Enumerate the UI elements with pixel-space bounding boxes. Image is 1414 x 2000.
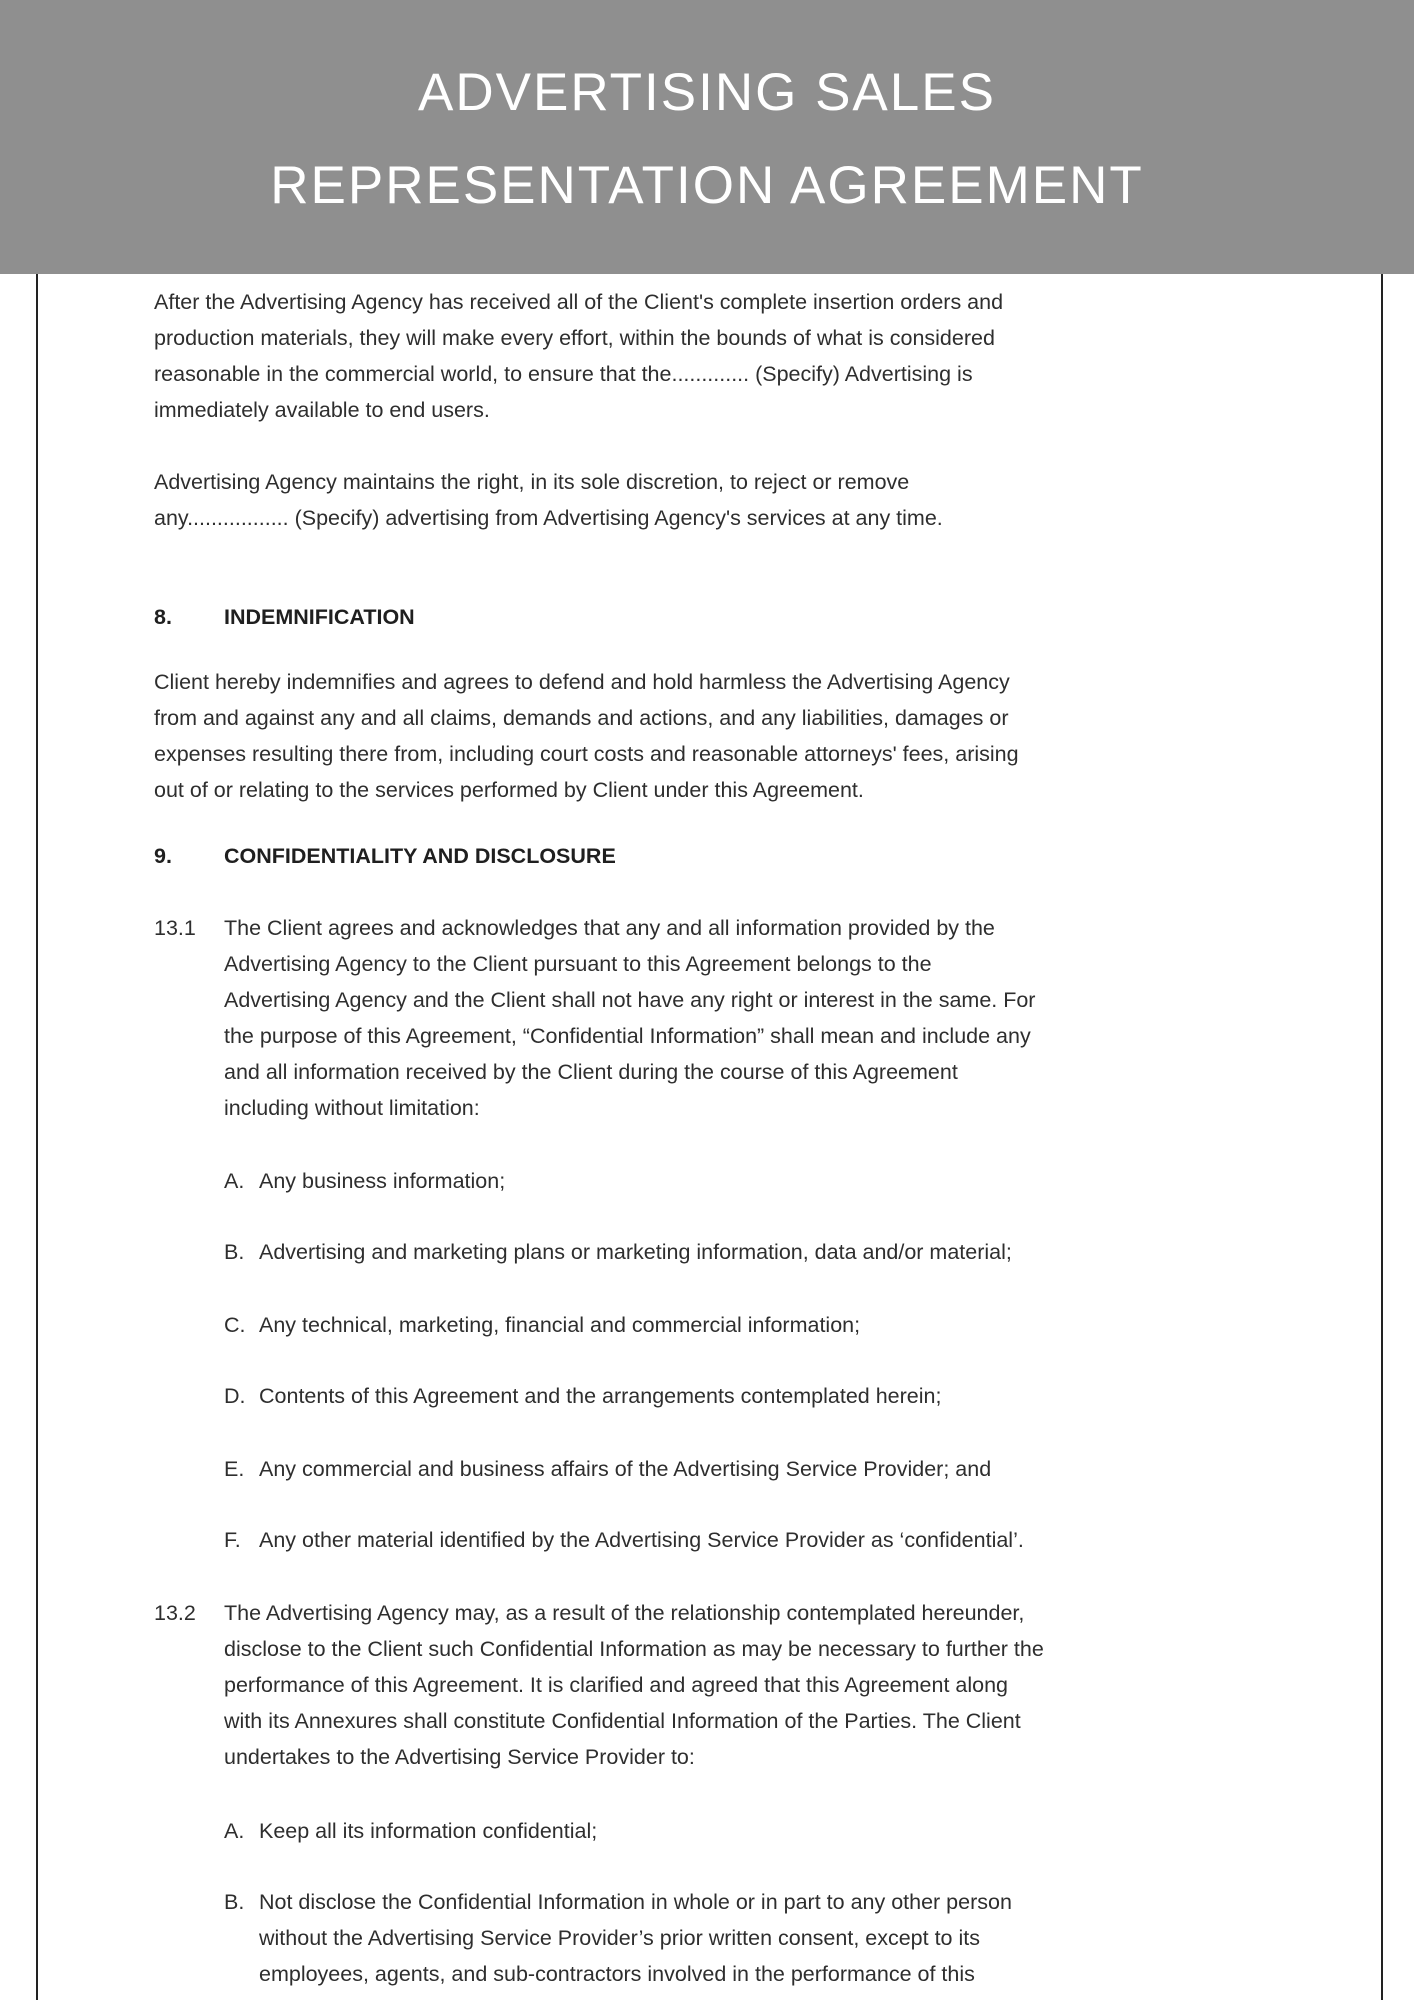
text-line: including without limitation: — [224, 1096, 480, 1120]
clause-13-2-text — [224, 1595, 1044, 1775]
section-title: INDEMNIFICATION — [224, 605, 415, 629]
text-line: The Client agrees and acknowledges that any and all information provided by the — [224, 916, 995, 940]
list-item — [224, 1378, 246, 1414]
list-item-text: Advertising and marketing plans or marketing information, data and/or material; — [259, 1240, 1012, 1264]
text-line: with its Annexures shall constitute Confidential Information of the Parties. The Client — [224, 1709, 1021, 1733]
paragraph-reject-right — [154, 464, 943, 536]
list-letter: E. — [224, 1457, 245, 1481]
text-line: employees, agents, and sub-contractors involved in the performance of this — [259, 1962, 975, 1986]
list-letter: A. — [224, 1169, 245, 1193]
text-line: reasonable in the commercial world, to ensure that the............. (Specify) Advertising is — [154, 362, 973, 386]
list-letter: D. — [224, 1384, 246, 1408]
list-letter: C. — [224, 1313, 246, 1337]
paragraph-availability — [154, 284, 1003, 428]
text-line: the purpose of this Agreement, “Confidential Information” shall mean and include any — [224, 1024, 1031, 1048]
page-right-edge — [1381, 274, 1383, 2000]
text-line: production materials, they will make every effort, within the bounds of what is considered — [154, 326, 995, 350]
list-item — [224, 1163, 244, 1199]
document-title-line-1: ADVERTISING SALES — [418, 63, 996, 122]
paragraph-indemnification — [154, 664, 1019, 808]
list-item-text: Any business information; — [259, 1169, 506, 1193]
list-item — [224, 1234, 244, 1270]
list-letter: F. — [224, 1528, 241, 1552]
list-letter: A. — [224, 1819, 245, 1843]
list-item — [224, 1307, 246, 1343]
list-item-text: Any commercial and business affairs of the Advertising Service Provider; and — [259, 1457, 992, 1481]
page-left-edge — [36, 274, 38, 2000]
list-letter: B. — [224, 1240, 245, 1264]
clause-13-1-text — [224, 910, 1035, 1126]
list-letter: B. — [224, 1890, 245, 1914]
list-item-text: Contents of this Agreement and the arrangements contemplated herein; — [259, 1384, 942, 1408]
text-line: After the Advertising Agency has received all of the Client's complete insertion orders and — [154, 290, 1004, 314]
text-line: from and against any and all claims, demands and actions, and any liabilities, damages or — [154, 706, 1009, 730]
clause-number-13-1: 13.1 — [154, 916, 196, 940]
text-line: Advertising Agency maintains the right, in its sole discretion, to reject or remove — [154, 470, 910, 494]
title-banner — [0, 0, 1414, 274]
text-line: undertakes to the Advertising Service Provider to: — [224, 1745, 695, 1769]
document-title-line-2: REPRESENTATION AGREEMENT — [270, 156, 1144, 215]
text-line: immediately available to end users. — [154, 398, 490, 422]
text-line: out of or relating to the services performed by Client under this Agreement. — [154, 778, 864, 802]
text-line: expenses resulting there from, including court costs and reasonable attorneys' fees, arising — [154, 742, 1019, 766]
text-line: Not disclose the Confidential Information in whole or in part to any other person — [259, 1890, 1012, 1914]
text-line: The Advertising Agency may, as a result of the relationship contemplated hereunder, — [224, 1601, 1025, 1625]
section-number: 8. — [154, 605, 172, 629]
text-line: Advertising Agency and the Client shall not have any right or interest in the same. For — [224, 988, 1036, 1012]
text-line: Advertising Agency to the Client pursuant to this Agreement belongs to the — [224, 952, 932, 976]
text-line: Client hereby indemnifies and agrees to defend and hold harmless the Advertising Agency — [154, 670, 1010, 694]
section-title: CONFIDENTIALITY AND DISCLOSURE — [224, 844, 616, 868]
list-item — [224, 1451, 244, 1487]
text-line: any................. (Specify) advertising from Advertising Agency's services at any time. — [154, 506, 943, 530]
text-line: without the Advertising Service Provider’s prior written consent, except to its — [259, 1926, 980, 1950]
list-item-text — [259, 1884, 1012, 1992]
list-item-text: Any other material identified by the Advertising Service Provider as ‘confidential’. — [259, 1528, 1024, 1552]
list-item — [224, 1522, 241, 1558]
list-item-text: Keep all its information confidential; — [259, 1819, 598, 1843]
text-line: disclose to the Client such Confidential Information as may be necessary to further the — [224, 1637, 1044, 1661]
text-line: performance of this Agreement. It is clarified and agreed that this Agreement along — [224, 1673, 1009, 1697]
clause-number-13-2: 13.2 — [154, 1601, 196, 1625]
text-line: and all information received by the Client during the course of this Agreement — [224, 1060, 958, 1084]
list-item-text: Any technical, marketing, financial and commercial information; — [259, 1313, 861, 1337]
section-number: 9. — [154, 844, 172, 868]
